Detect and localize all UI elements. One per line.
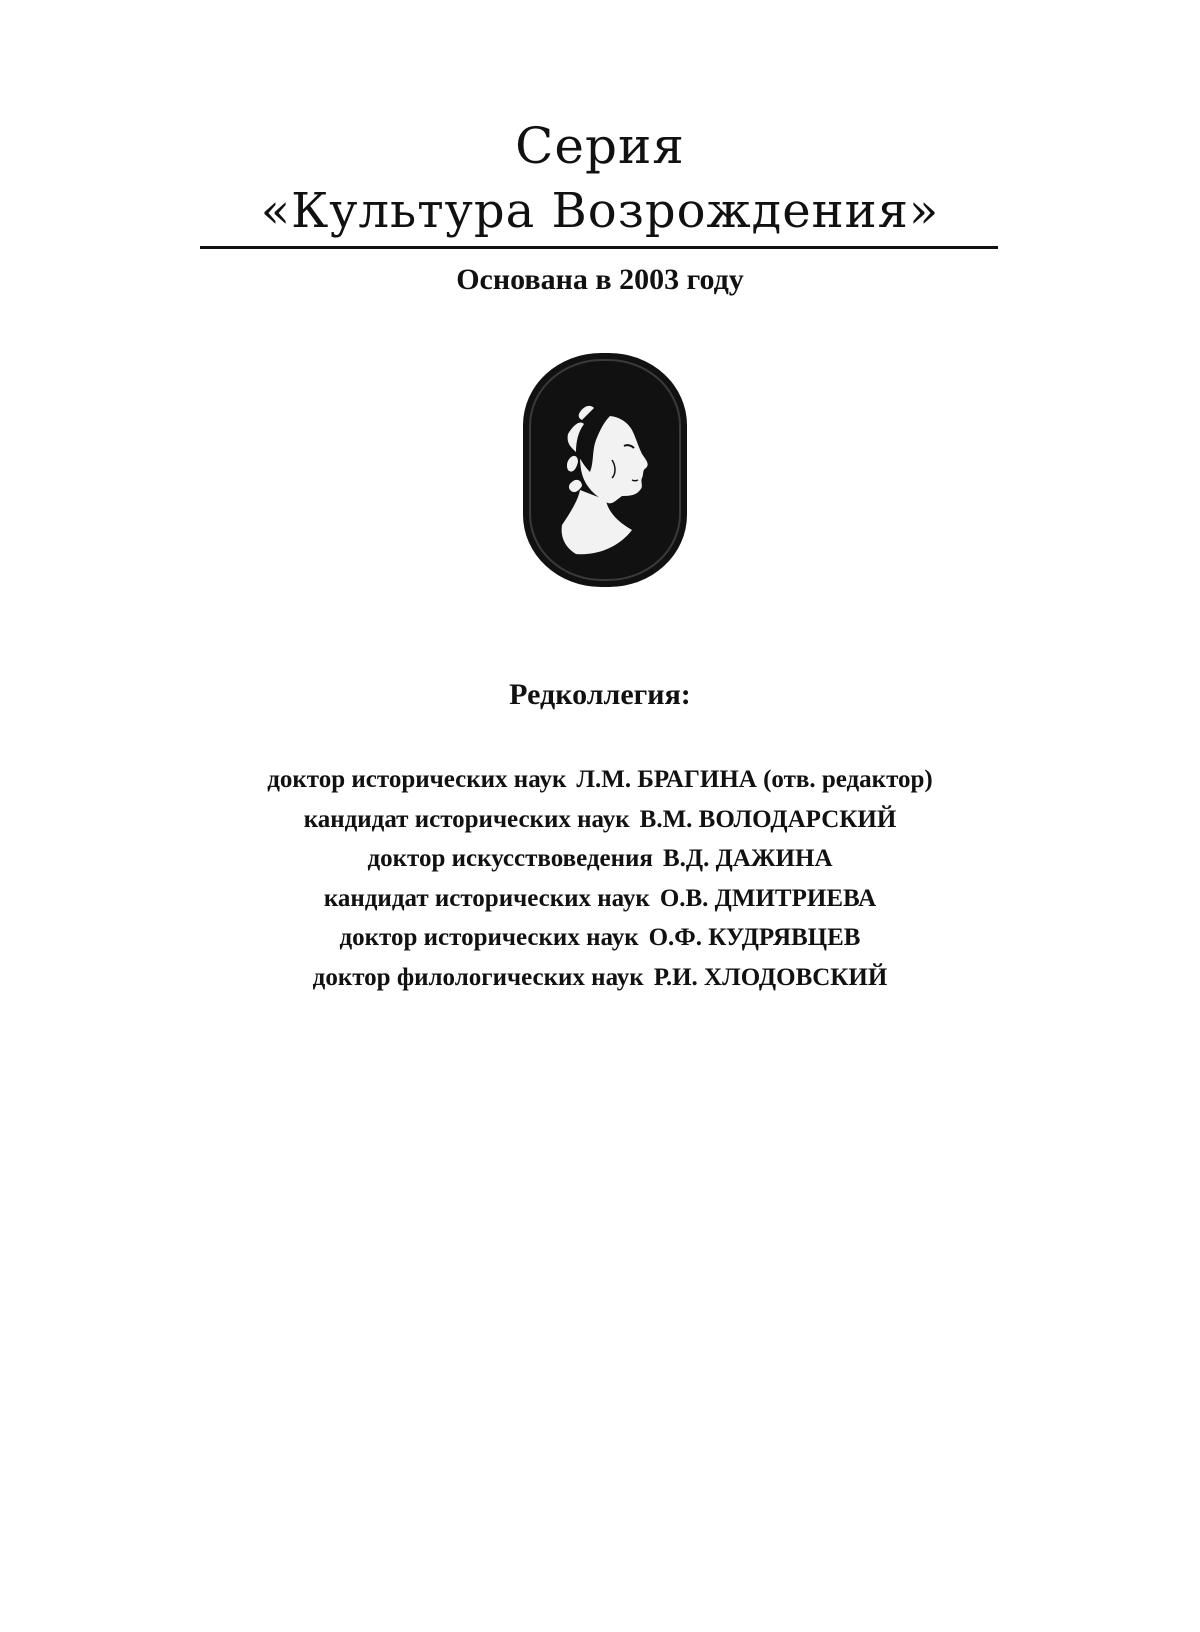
member-name: Л.М. БРАГИНА (отв. редактор): [576, 766, 933, 793]
editorial-board-title: Редколлегия:: [509, 678, 691, 711]
board-member: [0, 760, 1200, 800]
title-divider: [200, 246, 998, 249]
member-degree: доктор филологических наук: [312, 963, 644, 991]
member-degree: доктор исторических наук: [267, 766, 567, 793]
editorial-board-list: [0, 760, 1200, 997]
board-member: [0, 879, 1200, 919]
member-degree: кандидат исторических наук: [303, 805, 630, 833]
board-member: [0, 839, 1200, 879]
board-member: [0, 918, 1200, 958]
board-member: [0, 800, 1200, 840]
member-degree: кандидат исторических наук: [323, 884, 650, 912]
series-name: «Культура Возрождения»: [260, 183, 940, 239]
member-name: Р.И. ХЛОДОВСКИЙ: [653, 963, 888, 991]
cameo-profile-icon: [520, 350, 690, 590]
member-name: В.Д. ДАЖИНА: [662, 845, 833, 872]
member-name: О.Ф. КУДРЯВЦЕВ: [648, 924, 861, 951]
member-name: В.М. ВОЛОДАРСКИЙ: [639, 805, 897, 833]
member-degree: доктор искусствоведения: [367, 845, 653, 872]
series-label: Серия: [515, 117, 685, 175]
member-degree: доктор исторических наук: [339, 924, 639, 951]
board-member: [0, 958, 1200, 998]
founded-line: Основана в 2003 году: [456, 263, 744, 296]
member-name: О.В. ДМИТРИЕВА: [659, 884, 877, 912]
